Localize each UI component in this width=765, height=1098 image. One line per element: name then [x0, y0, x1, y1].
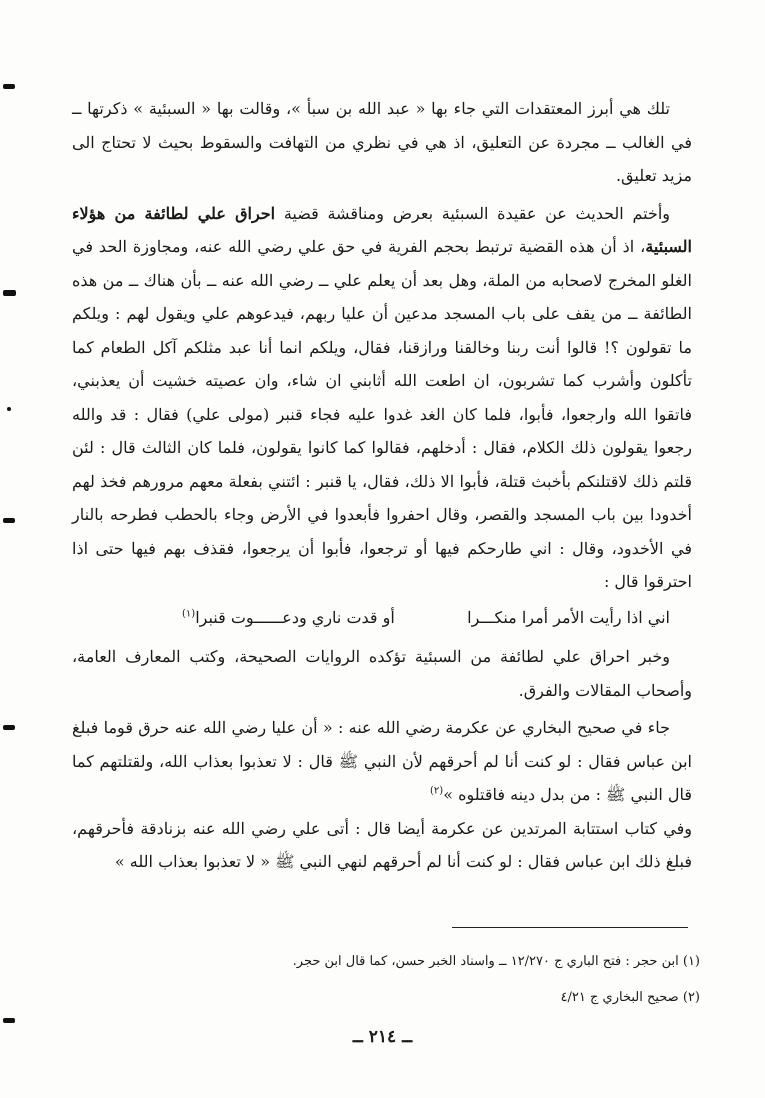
verse-first-hemistich: اني اذا رأيت الأمر أمرا منكـــرا [467, 607, 670, 627]
footnote-ref-2: (٢) [430, 785, 444, 797]
footnote-separator [452, 927, 688, 928]
emphasized-heading-phrase: احراق علي لطائفة من هؤلاء السبئية [72, 203, 692, 256]
scan-edge-mark [7, 407, 11, 411]
verse-second-hemistich: أو قدت ناري ودعــــــوت قنبرا$^{(١)}$ [182, 607, 395, 627]
paragraph-burning-story [72, 197, 692, 599]
scan-edge-mark [3, 84, 15, 89]
scan-edge-mark [3, 290, 16, 296]
scan-edge-mark [3, 518, 15, 523]
paragraph-intro: تلك هي أبرز المعتقدات التي جاء بها « عبد الله بن سبأ »، وقالت بها « السبئية » ذكرتها ــ في الغالب ــ مجردة عن التعليق، اذ هي في نظري من التهافت والسقوط بحيث لا تحتاج الى مزيد تعليق. [72, 99, 692, 185]
footnote-1: (١) ابن حجر : فتح الباري ج ١٢/٢٧٠ ــ واسناد الخبر حسن، كما قال ابن حجر. [292, 954, 700, 969]
paragraph-lead: وأختم الحديث عن عقيدة السبئية بعرض ومناقشة قضية [283, 203, 670, 223]
poetry-verse [72, 601, 692, 635]
paragraph-apostates-book: وفي كتاب استتابة المرتدين عن عكرمة أيضا قال : أتى علي رضي الله عنه بزنادقة فأحرقهم، فبلغ ذلك ابن عباس فقال : لو كنت أنا لم أحرقهم لنهي النبي ﷺ « لا تعذبوا بعذاب الله » [72, 818, 693, 871]
paragraph-body: ، اذ أن هذه القضية ترتبط بحجم الفرية في حق علي رضي الله عنه، ومجاوزة الحد في الغلو المخرج لاصحابه من الملة، وهل بعد أن يعلم علي ــ رضي الله عنه ــ بأن هناك ــ من هذه الطائفة ــ من يقف على باب المسجد مدعين أن عليا ربهم، فيدعوهم علي ويقول لهم : ويلكم ما تقولون ؟! قالوا أنت ربنا وخالقنا ورازقنا، فقال، ويلكم انما أنا عبد مثلكم آكل الطعام كما تأكلون وأشرب كما تشربون، ان اطعت الله أثابني ان شاء، وان عصيته خشيت أن يعذبني، فاتقوا الله وارجعوا، فأبوا، فلما كان الغد غدوا عليه فجاء قنبر (مولى علي) فقال : قد والله رجعوا يقولون ذلك الكلام، فقال : أدخلهم، فقالوا كما كانوا يقولون، فلما كان الثالث قال : لئن قلتم ذلك لاقتلنكم بأخبث قتلة، فأبوا الا ذلك، فقال، يا قنبر : ائتني بفعلة معهم مرورهم فخذ لهم أخدودا بين باب المسجد والقصر، وقال احفروا فأبعدوا في الأرض وجاء بالحطب فطرحه بالنار في الأخدود، وقال : اني طارحكم فيها أو ترجعوا، فأبوا أن يرجعوا، فقذف بهم فيها حتى اذا احترقوا قال : [72, 237, 692, 591]
scan-edge-mark [3, 725, 15, 730]
page-number: ــ ٢١٤ ــ [352, 1027, 413, 1047]
scan-edge-mark [3, 1018, 15, 1023]
bukhari-narration: جاء في صحيح البخاري عن عكرمة رضي الله عنه : « أن عليا رضي الله عنه حرق قوما فبلغ ابن عباس فقال : لو كنت أنا لم أحرقهم لأن النبي ﷺ قال : لا تعذبوا بعذاب الله، ولقتلتهم كما قال النبي ﷺ : من بدل دينه فاقتلوه » [72, 718, 692, 804]
footnote-2: (٢) صحيح البخاري ج ٤/٢١ [560, 990, 700, 1005]
paragraph-bukhari [72, 711, 692, 812]
footnotes [120, 944, 700, 1016]
main-text [72, 92, 692, 879]
footnote-ref-1: (١) [182, 608, 196, 620]
paragraph-confirmation: وخبر احراق علي لطائفة من السبئية تؤكده الروايات الصحيحة، وكتب المعارف العامة، وأصحاب المقالات والفرق. [72, 647, 692, 700]
